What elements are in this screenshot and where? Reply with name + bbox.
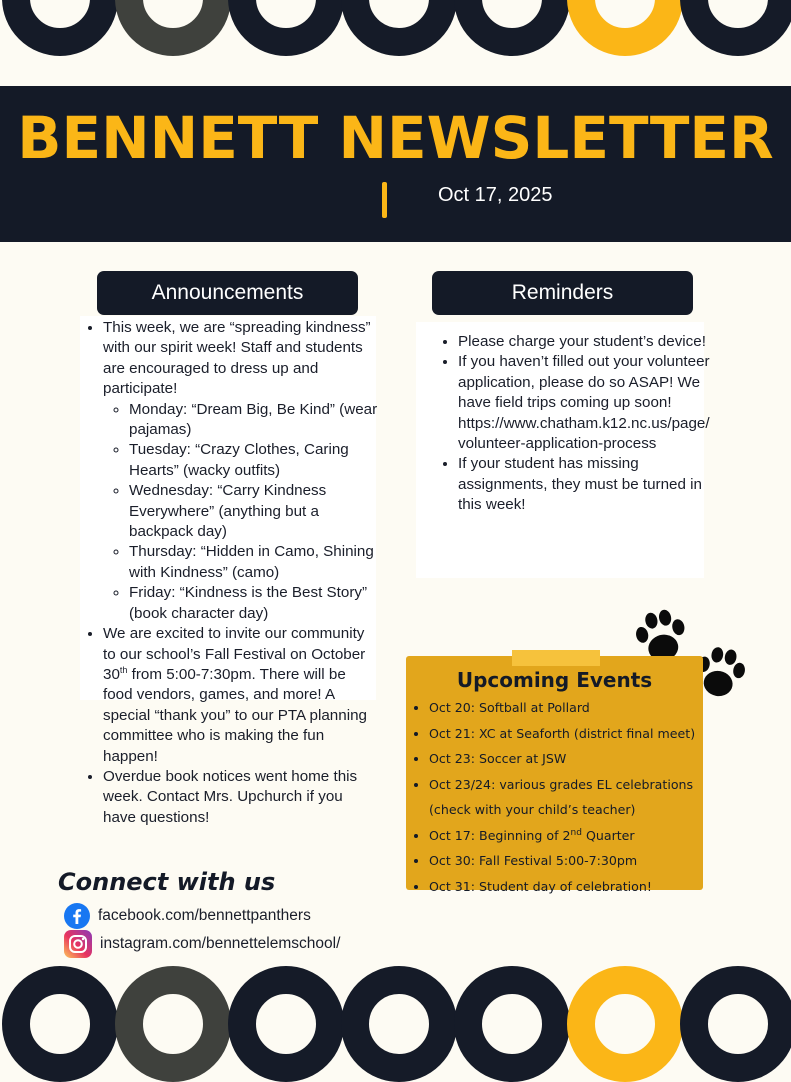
ring-decoration: [680, 0, 791, 56]
list-item: ◦ Tuesday: “Crazy Clothes, Caring Hearts” (wacky outfits): [129, 440, 378, 481]
list-item: • If you haven’t filled out your volunteer application, please do so ASAP! We have field trips coming up soon! https://www.chatham.k12.nc.us/page/volunteer-application-process: [458, 352, 712, 454]
ring-decoration: [2, 966, 118, 1082]
ring-decoration: [567, 0, 683, 56]
ring-decoration: [341, 966, 457, 1082]
facebook-url[interactable]: facebook.com/bennettpanthers: [98, 907, 311, 924]
festival-text-cont: from 5:00-7:30pm. There will be food vendors, games, and more! A special “thank you” to our PTA planning committee who is making the fun happen!: [103, 665, 367, 765]
list-item: • Oct 30: Fall Festival 5:00-7:30pm: [429, 848, 721, 874]
list-item: [429, 823, 721, 849]
ring-decoration: [228, 0, 344, 56]
list-item: ◦ Thursday: “Hidden in Camo, Shining with Kindness” (camo): [129, 542, 378, 583]
events-heading: Upcoming Events: [456, 668, 653, 692]
festival-text: We are excited to invite our community to our school’s Fall Festival on October 30: [103, 625, 366, 683]
list-item: • If your student has missing assignments, they must be turned in this week!: [458, 454, 712, 515]
list-item: • Oct 31: Student day of celebration!: [429, 874, 721, 900]
instagram-link[interactable]: [64, 930, 340, 958]
reminders-heading: Reminders: [432, 271, 693, 315]
ring-decoration: [454, 966, 570, 1082]
tape-decoration: [512, 650, 600, 666]
list-item: ◦ Wednesday: “Carry Kindness Everywhere” (anything but a backpack day): [129, 481, 378, 542]
connect-heading: Connect with us: [58, 868, 276, 896]
instagram-icon: [64, 930, 92, 958]
list-item: ◦ Friday: “Kindness is the Best Story” (book character day): [129, 583, 378, 624]
list-item: [103, 318, 378, 624]
list-item: • Oct 20: Softball at Pollard: [429, 695, 721, 721]
list-item: • Overdue book notices went home this week. Contact Mrs. Upchurch if you have questions!: [103, 767, 378, 828]
facebook-icon: [64, 903, 90, 929]
events-list: [411, 695, 721, 899]
ring-decoration: [341, 0, 457, 56]
announcements-heading: Announcements: [97, 271, 358, 315]
reminders-list: [436, 332, 712, 516]
list-item: • Please charge your student’s device!: [458, 332, 712, 352]
ring-decoration: [2, 0, 118, 56]
newsletter-title: BENNETT NEWSLETTER: [17, 104, 774, 172]
ring-decoration: [228, 966, 344, 1082]
spirit-week-days: [103, 400, 378, 624]
ordinal-suffix: th: [119, 664, 128, 675]
list-item: ◦ Monday: “Dream Big, Be Kind” (wear pajamas): [129, 400, 378, 441]
newsletter-date: Oct 17, 2025: [438, 184, 553, 206]
event-text-cont: Quarter: [581, 827, 635, 843]
list-item: • Oct 21: XC at Seaforth (district final meet): [429, 721, 721, 747]
list-item: • Oct 23/24: various grades EL celebrations (check with your child’s teacher): [429, 772, 721, 823]
event-text: Oct 17: Beginning of 2: [429, 827, 571, 843]
ring-decoration: [115, 966, 231, 1082]
ring-decoration: [454, 0, 570, 56]
announcements-list: [81, 318, 378, 828]
facebook-link[interactable]: [64, 902, 311, 930]
instagram-url[interactable]: instagram.com/bennettelemschool/: [100, 935, 341, 952]
spirit-week-text: This week, we are “spreading kindness” with our spirit week! Staff and students are encouraged to dress up and participate!: [103, 319, 371, 398]
list-item: • Oct 23: Soccer at JSW: [429, 746, 721, 772]
ring-decoration: [567, 966, 683, 1082]
ring-decoration: [115, 0, 231, 56]
ring-decoration: [680, 966, 791, 1082]
ordinal-suffix: nd: [570, 827, 582, 838]
date-divider: [382, 182, 387, 218]
list-item: [103, 624, 378, 767]
